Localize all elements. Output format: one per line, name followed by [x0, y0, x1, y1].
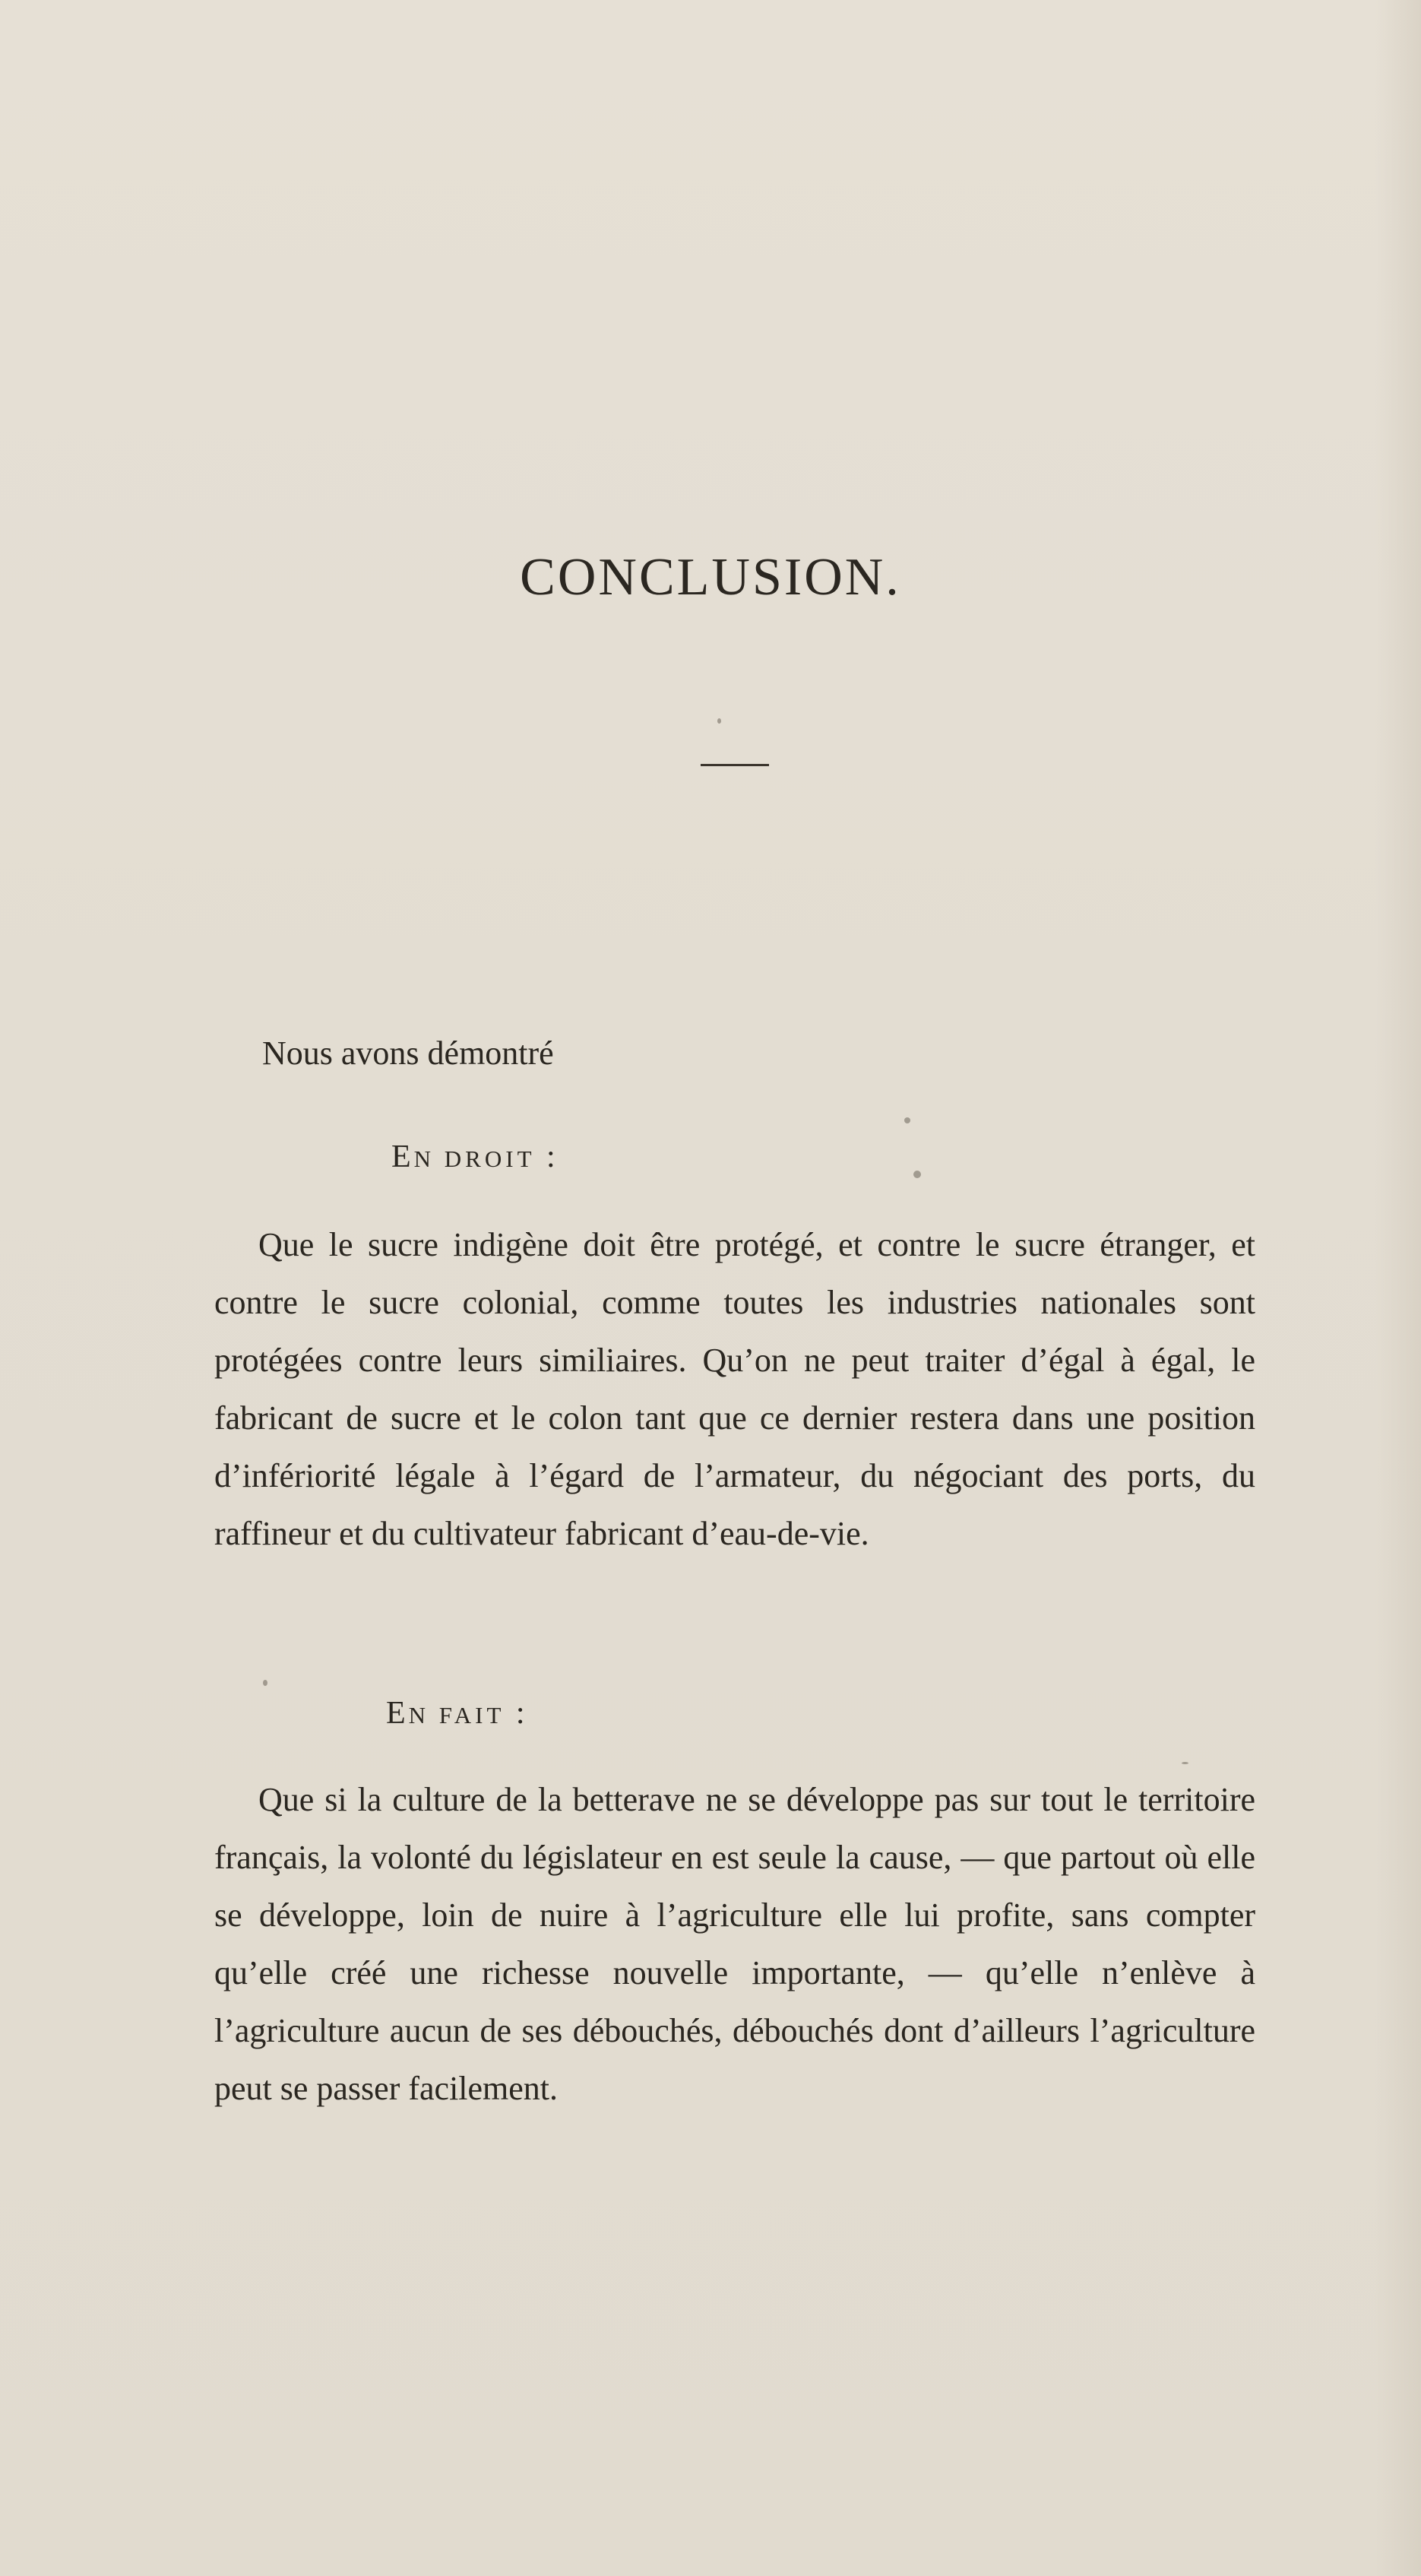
- section-heading-colon: :: [535, 1139, 559, 1174]
- section-paragraph-droit: Que le sucre indigène doit être protégé, et contre le sucre étranger, et contre le sucre colonial, comme toutes les industries nationales sont protégées contre leurs similiaires. Qu’on ne peut traiter d’égal à égal, le fabricant de sucre et le colon tant que ce dernier restera dans une position d’infériorité légale à l’égard de l’armateur, du négociant des ports, du raffineur et du cultivateur fabricant d’eau-de-vie.: [214, 1226, 1255, 1552]
- paper-speck: [904, 1117, 910, 1123]
- section-heading-initial: E: [386, 1696, 409, 1731]
- section-heading-initial: E: [391, 1139, 414, 1174]
- paper-speck: [913, 1171, 921, 1178]
- title-divider: [701, 764, 769, 766]
- intro-text: Nous avons démontré: [262, 1035, 554, 1072]
- section-heading-colon: :: [505, 1696, 528, 1731]
- section-paragraph-fait: Que si la culture de la betterave ne se développe pas sur tout le territoire français, la volonté du législateur en est seule la cause, — que partout où elle se développe, loin de nuire à l’agriculture elle lui profite, sans compter qu’elle créé une richesse nouvelle importante, — qu’elle n’enlève à l’agriculture aucun de ses débouchés, débouchés dont d’ailleurs l’agriculture peut se passer facilement.: [214, 1781, 1255, 2107]
- page-title: CONCLUSION.: [520, 548, 901, 607]
- section-heading-smallcaps: N FAIT: [408, 1702, 505, 1728]
- paper-speck: [717, 718, 721, 724]
- paper-speck: [1182, 1762, 1188, 1764]
- section-heading-droit: [391, 1139, 559, 1175]
- section-heading-fait: [386, 1695, 528, 1732]
- section-heading-smallcaps: N DROIT: [413, 1145, 536, 1172]
- paper-speck: [263, 1680, 267, 1686]
- page-edge-shadow: [1375, 0, 1421, 2576]
